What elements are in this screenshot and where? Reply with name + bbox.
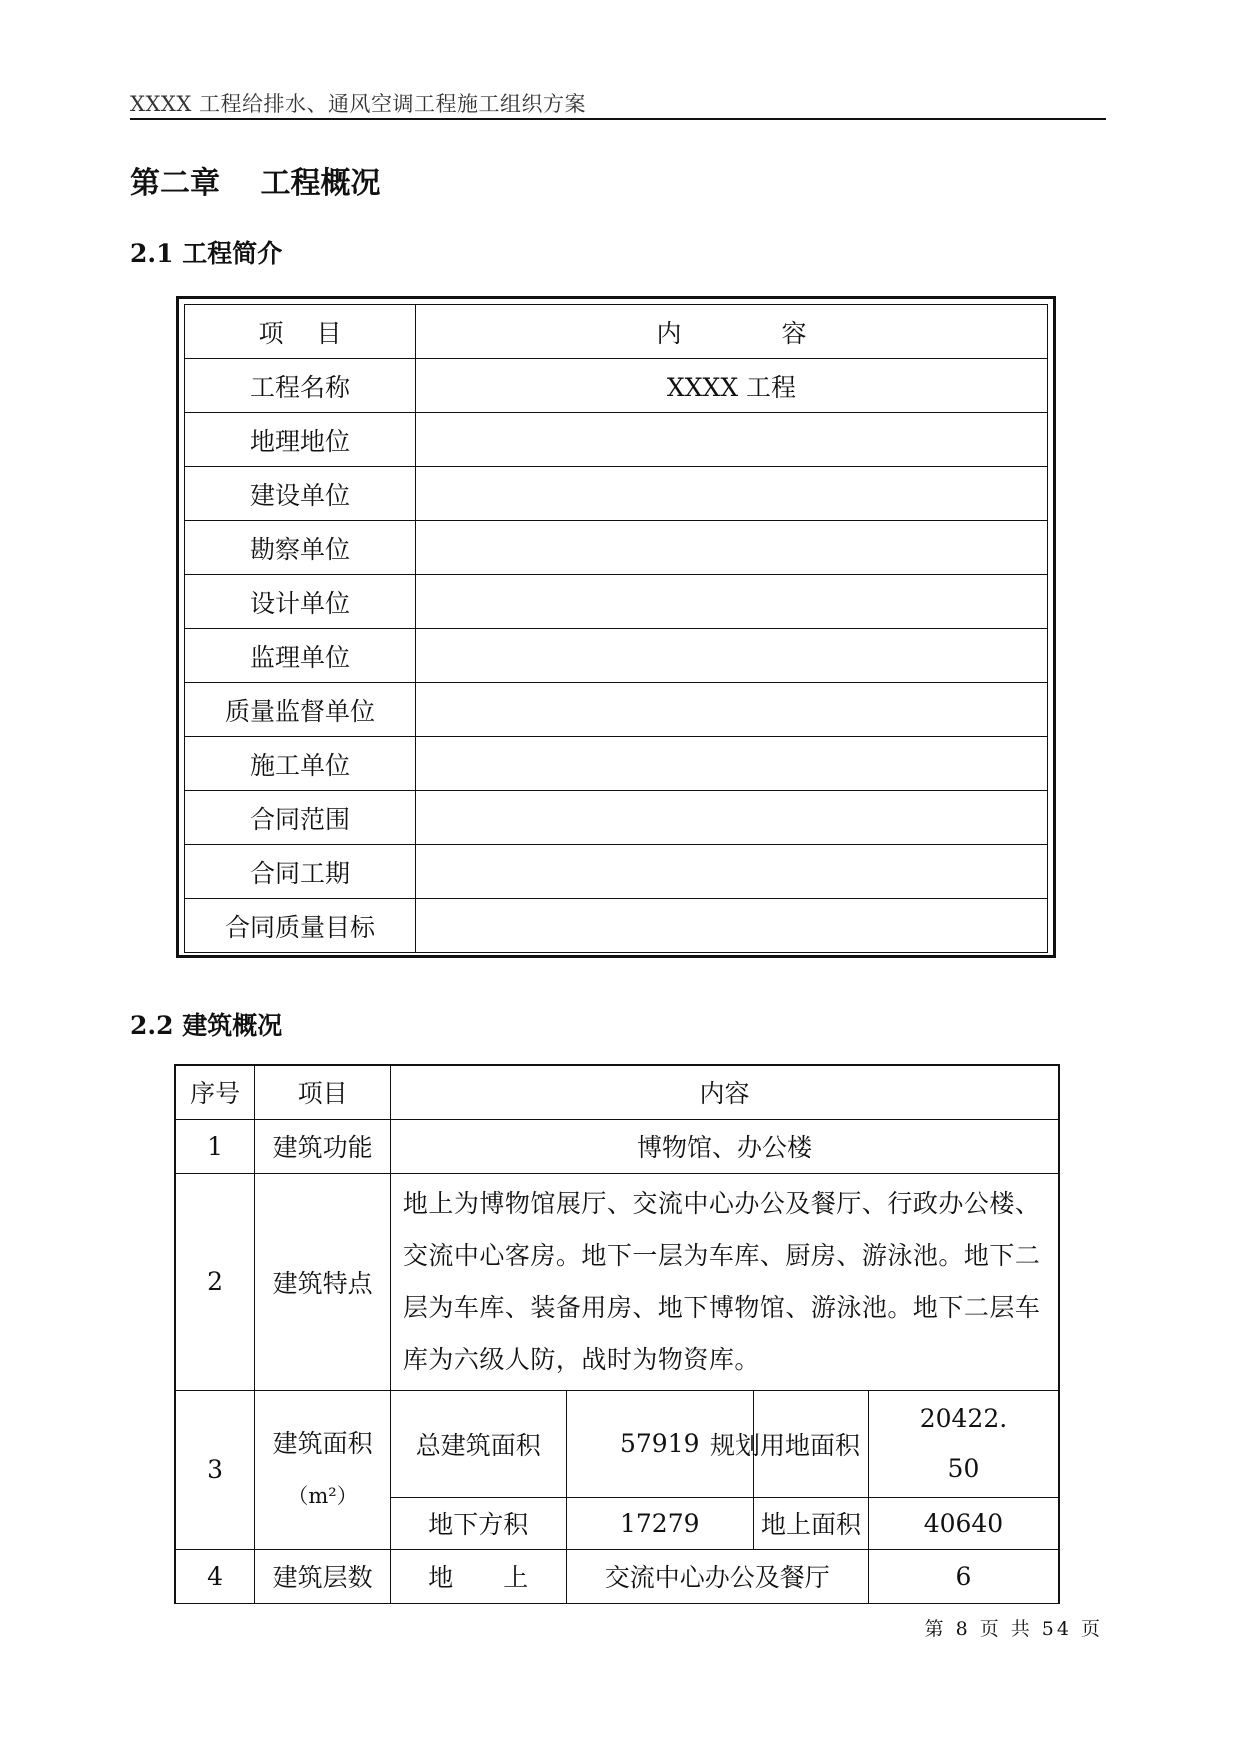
table-row — [185, 791, 1048, 845]
total-area-label: 总建筑面积 — [390, 1390, 566, 1497]
row-label: 施工单位 — [185, 737, 416, 791]
column-header-content: 内容 — [390, 1065, 1059, 1119]
land-area-value — [868, 1390, 1059, 1497]
row-number: 3 — [175, 1390, 255, 1549]
column-header-no: 序号 — [175, 1065, 255, 1119]
row-item: 建筑特点 — [255, 1173, 391, 1390]
table-row — [185, 521, 1048, 575]
area-unit: （m²） — [287, 1483, 358, 1508]
total-area-value: 57919 — [566, 1390, 753, 1497]
row-label: 地理地位 — [185, 413, 416, 467]
table-row — [185, 413, 1048, 467]
table-header-row — [185, 305, 1048, 359]
chapter-title: 第二章 工程概况 — [130, 166, 381, 201]
land-area-label-text: 规划用地面积 — [709, 1430, 860, 1460]
building-name: 交流中心办公及餐厅 — [566, 1549, 868, 1603]
table-row — [185, 629, 1048, 683]
section-heading-project-intro: 2.1 工程简介 — [130, 239, 283, 268]
document-header: XXXX 工程给排水、通风空调工程施工组织方案 — [130, 92, 586, 116]
row-value — [416, 683, 1048, 737]
table-row — [185, 737, 1048, 791]
table-row — [185, 899, 1048, 953]
row-label: 合同质量目标 — [185, 899, 416, 953]
table-row — [185, 575, 1048, 629]
underground-value: 17279 — [566, 1497, 753, 1549]
row-value — [416, 737, 1048, 791]
header-divider — [130, 118, 1106, 120]
row-content: 博物馆、办公楼 — [390, 1119, 1059, 1173]
table-row — [175, 1390, 1059, 1497]
table-row — [185, 683, 1048, 737]
row-label: 建设单位 — [185, 467, 416, 521]
table-row — [185, 845, 1048, 899]
level-label: 地 上 — [390, 1549, 566, 1603]
row-label: 监理单位 — [185, 629, 416, 683]
row-value — [416, 845, 1048, 899]
row-label: 工程名称 — [185, 359, 416, 413]
land-area-label — [709, 1390, 868, 1497]
row-number: 1 — [175, 1119, 255, 1173]
row-value — [416, 791, 1048, 845]
table-row — [175, 1119, 1059, 1173]
row-label: 设计单位 — [185, 575, 416, 629]
table-row — [175, 1549, 1059, 1603]
row-content: 地上为博物馆展厅、交流中心办公及餐厅、行政办公楼、交流中心客房。地下一层为车库、厨房、游泳池。地下二层为车库、装备用房、地下博物馆、游泳池。地下二层车库为六级人防，战时为物资库。 — [390, 1173, 1059, 1390]
above-ground-label: 地上面积 — [753, 1497, 868, 1549]
row-value — [416, 521, 1048, 575]
project-intro-table — [184, 304, 1048, 953]
building-overview-table — [174, 1064, 1060, 1604]
row-value — [416, 629, 1048, 683]
floor-count: 6 — [868, 1549, 1059, 1603]
table-row — [185, 359, 1048, 413]
table-row — [185, 467, 1048, 521]
row-value — [416, 413, 1048, 467]
row-label: 合同范围 — [185, 791, 416, 845]
row-item: 建筑层数 — [255, 1549, 391, 1603]
row-value: XXXX 工程 — [416, 359, 1048, 413]
page-number: 第 8 页 共 54 页 — [924, 1618, 1103, 1640]
row-item — [255, 1390, 391, 1549]
row-label: 勘察单位 — [185, 521, 416, 575]
area-label: 建筑面积 — [272, 1428, 373, 1458]
row-value — [416, 899, 1048, 953]
section-heading-building-overview: 2.2 建筑概况 — [130, 1011, 283, 1040]
row-number: 4 — [175, 1549, 255, 1603]
column-header-content: 内 容 — [416, 305, 1048, 359]
row-label: 合同工期 — [185, 845, 416, 899]
land-area-value-text: 20422.50 — [919, 1403, 1008, 1483]
above-ground-value: 40640 — [868, 1497, 1059, 1549]
underground-label: 地下方积 — [390, 1497, 566, 1549]
table-header-row — [175, 1065, 1059, 1119]
row-number: 2 — [175, 1173, 255, 1390]
column-header-item: 项目 — [255, 1065, 391, 1119]
project-intro-table-frame — [176, 296, 1056, 958]
row-label: 质量监督单位 — [185, 683, 416, 737]
row-item: 建筑功能 — [255, 1119, 391, 1173]
row-value — [416, 467, 1048, 521]
table-row — [175, 1173, 1059, 1390]
row-value — [416, 575, 1048, 629]
column-header-item: 项 目 — [185, 305, 416, 359]
